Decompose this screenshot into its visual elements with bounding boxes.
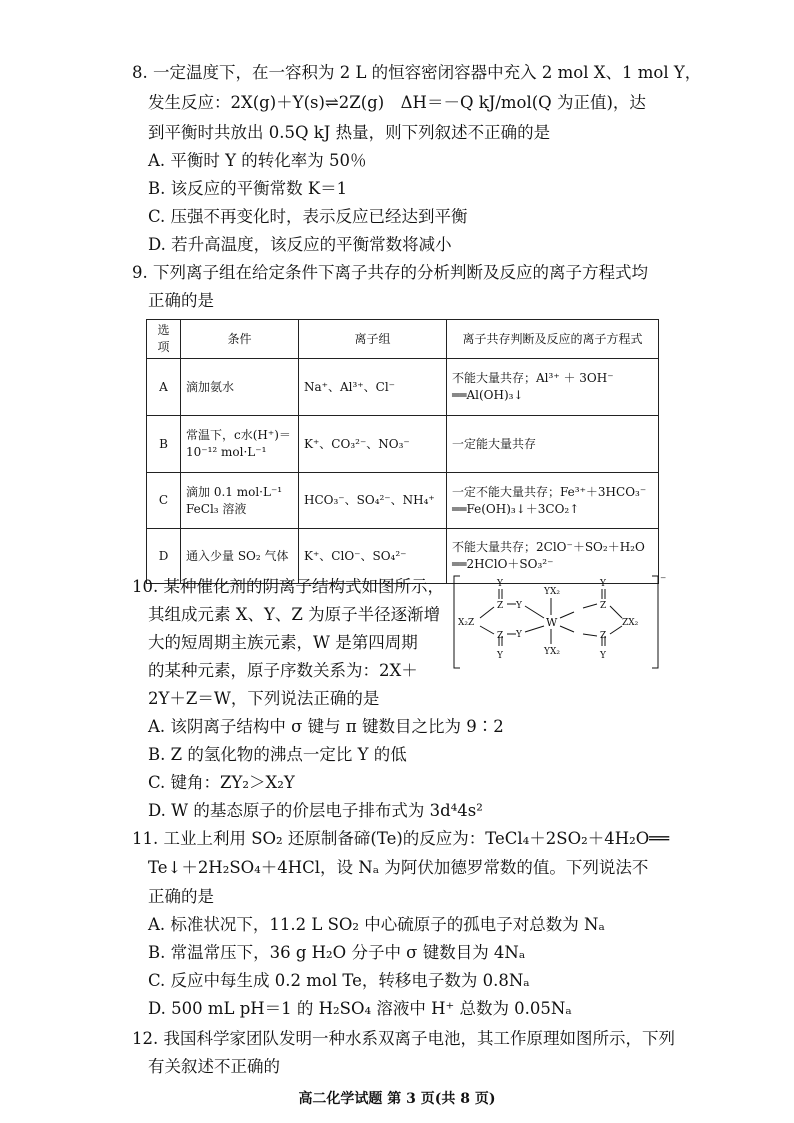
q10-stem-line-4: 的某种元素，原子序数关系为：2X＋	[148, 661, 418, 680]
q8-option-b: B. 该反应的平衡常数 K＝1	[148, 179, 348, 198]
q11-stem-line-2: Te↓＋2H₂SO₄＋4HCl，设 Nₐ 为阿伏加德罗常数的值。下列说法不	[148, 858, 649, 877]
atom-label: X₂Z	[458, 618, 475, 628]
table-cell: 滴加 0.1 mol·L⁻¹ FeCl₃ 溶液	[181, 473, 299, 529]
q10-option-b: B. Z 的氢化物的沸点一定比 Y 的低	[148, 745, 407, 764]
q10-stem-line-1: 10. 某种催化剂的阴离子结构式如图所示，	[132, 577, 444, 596]
atom-label: Z	[497, 631, 504, 641]
q10-option-d: D. W 的基态原子的价层电子排布式为 3d⁴4s²	[148, 801, 483, 820]
atom-label: Z	[600, 601, 607, 611]
q8-stem-line-1: 8. 一定温度下，在一容积为 2 L 的恒容密闭容器中充入 2 mol X、1 mol Y，	[132, 63, 702, 82]
atom-label: ZX₂	[622, 618, 639, 628]
table-cell: K⁺、CO₃²⁻、NO₃⁻	[299, 416, 447, 473]
table-cell: 不能大量共存；Al³⁺ ＋ 3OH⁻ ══Al(OH)₃↓	[447, 359, 659, 416]
q11-stem-line-3: 正确的是	[148, 887, 214, 906]
table-header: 条件	[181, 320, 299, 359]
table-header: 离子组	[299, 320, 447, 359]
table-cell: K⁺、ClO⁻、SO₄²⁻	[299, 529, 447, 584]
table-cell: D	[147, 529, 181, 584]
atom-label: Y	[516, 630, 522, 640]
q9-stem-line-1: 9. 下列离子组在给定条件下离子共存的分析判断及反应的离子方程式均	[132, 263, 648, 282]
table-cell: HCO₃⁻、SO₄²⁻、NH₄⁺	[299, 473, 447, 529]
q10-stem-line-5: 2Y＋Z＝W，下列说法正确的是	[148, 689, 380, 708]
table-cell: C	[147, 473, 181, 529]
q11-option-a: A. 标准状况下，11.2 L SO₂ 中心硫原子的孤电子对总数为 Nₐ	[148, 915, 605, 934]
atom-label: YX₂	[544, 647, 560, 657]
table-row	[147, 416, 659, 473]
table-cell: Na⁺、Al³⁺、Cl⁻	[299, 359, 447, 416]
atom-label: Y	[497, 651, 503, 661]
table-cell: 不能大量共存；2ClO⁻＋SO₂＋H₂O ══2HClO＋SO₃²⁻	[447, 529, 659, 584]
q9-stem-line-2: 正确的是	[148, 291, 214, 310]
atom-label: Y	[497, 579, 503, 589]
table-header-row	[147, 320, 659, 359]
table-header: 离子共存判断及反应的离子方程式	[447, 320, 659, 359]
q11-option-d: D. 500 mL pH＝1 的 H₂SO₄ 溶液中 H⁺ 总数为 0.05Nₐ	[148, 999, 572, 1018]
q11-option-b: B. 常温常压下，36 g H₂O 分子中 σ 键数目为 4Nₐ	[148, 943, 526, 962]
atom-label: Z	[497, 601, 504, 611]
anion-charge: ⁻	[660, 574, 667, 587]
q12-stem-line-1: 12. 我国科学家团队发明一种水系双离子电池，其工作原理如图所示，下列	[132, 1029, 675, 1048]
q8-stem-line-2: 发生反应：2X(g)＋Y(s)⇌2Z(g) ΔH＝－Q kJ/mol(Q 为正值)，达	[148, 93, 646, 112]
q10-stem-line-2: 其组成元素 X、Y、Z 为原子半径逐渐增	[148, 605, 441, 624]
atom-label: Y	[516, 601, 522, 611]
q12-stem-line-2: 有关叙述不正确的	[148, 1057, 280, 1076]
q8-option-c: C. 压强不再变化时，表示反应已经达到平衡	[148, 207, 468, 226]
q8-stem-line-3: 到平衡时共放出 0.5Q kJ 热量，则下列叙述不正确的是	[148, 123, 551, 142]
table-cell: 通入少量 SO₂ 气体	[181, 529, 299, 584]
q11-option-c: C. 反应中每生成 0.2 mol Te，转移电子数为 0.8Nₐ	[148, 971, 530, 990]
q9-table	[146, 319, 659, 584]
table-cell: 一定不能大量共存；Fe³⁺＋3HCO₃⁻ ══Fe(OH)₃↓＋3CO₂↑	[447, 473, 659, 529]
page-footer: 高二化学试题 第 3 页(共 8 页)	[298, 1091, 496, 1107]
table-cell: 常温下，c水(H⁺)＝10⁻¹² mol·L⁻¹	[181, 416, 299, 473]
q11-stem-line-1: 11. 工业上利用 SO₂ 还原制备碲(Te)的反应为：TeCl₄＋2SO₂＋4H₂O══	[132, 829, 670, 848]
atom-label: Y	[600, 579, 606, 589]
q10-option-c: C. 键角：ZY₂＞X₂Y	[148, 773, 295, 792]
q8-option-a: A. 平衡时 Y 的转化率为 50％	[148, 151, 367, 170]
table-cell: 一定能大量共存	[447, 416, 659, 473]
q10-stem-line-3: 大的短周期主族元素，W 是第四周期	[148, 633, 418, 652]
atom-label: W	[546, 616, 558, 629]
table-header: 选项	[147, 320, 181, 359]
atom-label: YX₂	[544, 587, 560, 597]
table-row	[147, 359, 659, 416]
table-cell: B	[147, 416, 181, 473]
q10-option-a: A. 该阴离子结构中 σ 键与 π 键数目之比为 9∶2	[148, 717, 504, 736]
table-cell: A	[147, 359, 181, 416]
atom-label: Y	[600, 651, 606, 661]
table-row	[147, 473, 659, 529]
q8-option-d: D. 若升高温度，该反应的平衡常数将减小	[148, 235, 452, 254]
table-cell: 滴加氨水	[181, 359, 299, 416]
atom-label: Z	[600, 631, 607, 641]
anion-structure-diagram	[452, 574, 668, 670]
